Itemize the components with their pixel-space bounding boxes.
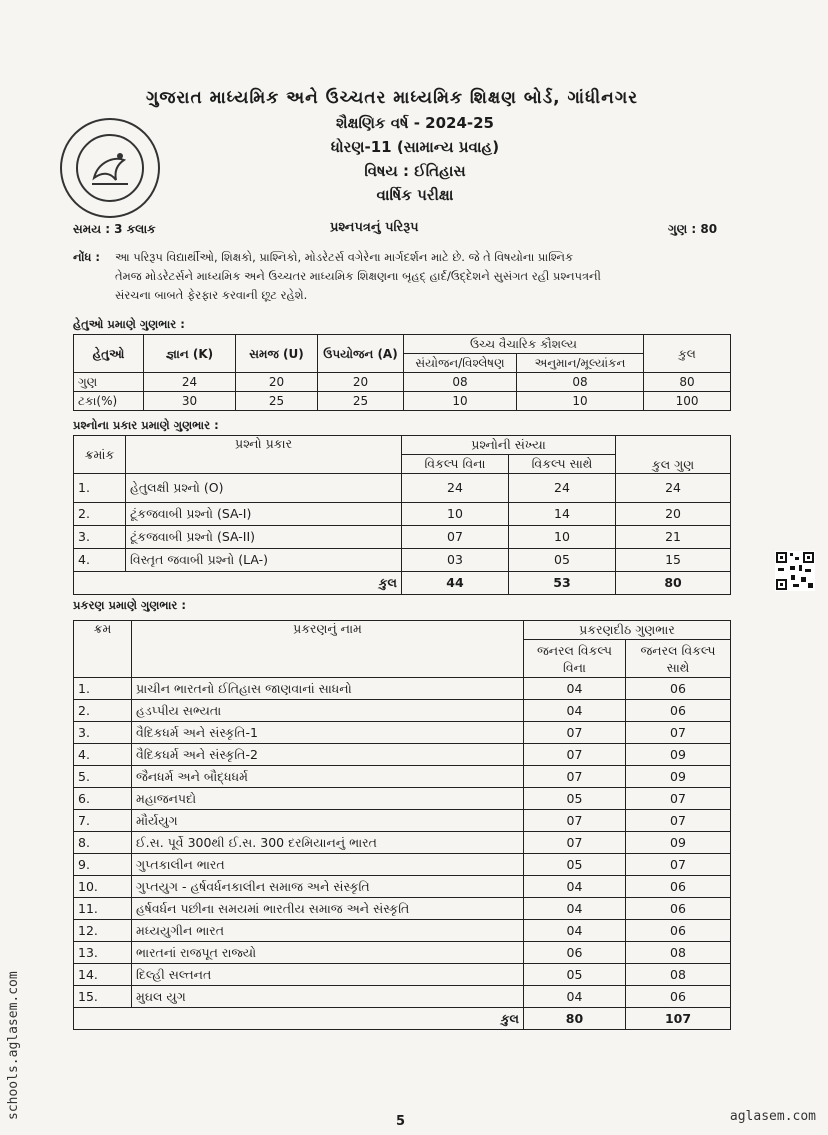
- side-watermark: schools.aglasem.com: [6, 971, 21, 1120]
- cell-with: 09: [626, 832, 731, 854]
- table-row: [74, 854, 731, 876]
- col-without-option: વિકલ્પ વિના: [402, 455, 509, 474]
- cell-without: 07: [524, 722, 626, 744]
- cell-without: 05: [524, 964, 626, 986]
- cell: 30: [144, 392, 236, 411]
- cell-with: 09: [626, 766, 731, 788]
- cell-marks: 24: [616, 474, 731, 503]
- col-question-count: પ્રશ્નોની સંખ્યા: [402, 436, 616, 455]
- col-knowledge: જ્ઞાન (K): [144, 335, 236, 373]
- cell-without: 07: [524, 766, 626, 788]
- cell-number: 10.: [74, 876, 132, 898]
- page-number: 5: [396, 1114, 406, 1129]
- note-line: તેમજ મોડરેટર્સને માધ્યમિક અને ઉચ્ચતર માધ્યમિક શિક્ષણના બૃહદ્ હાર્દ/ઉદ્દેશને સુસંગત રહી પ્રશ્નપત્રની: [115, 269, 601, 283]
- cell-number: 2.: [74, 503, 126, 526]
- col-total: કુલ: [644, 335, 731, 373]
- cell: 20: [236, 373, 318, 392]
- cell: 10: [404, 392, 517, 411]
- standard: ધોરણ-11 (સામાન્ય પ્રવાહ): [330, 138, 500, 156]
- header-line: જનરલ વિકલ્પ: [640, 642, 716, 658]
- cell: 100: [644, 392, 731, 411]
- cell-type: વિસ્તૃત જવાબી પ્રશ્નો (LA-): [126, 549, 402, 572]
- cell-number: 9.: [74, 854, 132, 876]
- total-with: 53: [509, 572, 616, 595]
- cell: 25: [236, 392, 318, 411]
- row-label: ટકા(%): [74, 392, 144, 411]
- cell-chapter-name: વૈદિકધર્મ અને સંસ્કૃતિ-2: [132, 744, 524, 766]
- cell-with: 08: [626, 942, 731, 964]
- table-row: [74, 373, 731, 392]
- col-chapter-name: પ્રકરણનું નામ: [132, 621, 524, 678]
- cell-chapter-name: ઈ.સ. પૂર્વે 300થી ઈ.સ. 300 દરમિયાનનું ભારત: [132, 832, 524, 854]
- cell-chapter-name: હર્ષવર્ધન પછીના સમયમાં ભારતીય સમાજ અને સંસ્કૃતિ: [132, 898, 524, 920]
- cell-with: 07: [626, 788, 731, 810]
- cell: 08: [517, 373, 644, 392]
- cell-chapter-name: જૈનધર્મ અને બૌદ્ધધર્મ: [132, 766, 524, 788]
- cell-number: 2.: [74, 700, 132, 722]
- cell-number: 12.: [74, 920, 132, 942]
- cell-number: 1.: [74, 678, 132, 700]
- table-row: [74, 876, 731, 898]
- academic-year: શૈક્ષણિક વર્ષ - 2024-25: [336, 114, 494, 132]
- col-evaluation: અનુમાન/મૂલ્યાંકન: [517, 354, 644, 373]
- cell-without: 04: [524, 876, 626, 898]
- cell-number: 11.: [74, 898, 132, 920]
- cell: 08: [404, 373, 517, 392]
- cell-with: 06: [626, 898, 731, 920]
- table-row: [74, 503, 731, 526]
- board-title: ગુજરાત માધ્યમિક અને ઉચ્ચતર માધ્યમિક શિક્ષણ બોર્ડ, ગાંધીનગર: [146, 88, 639, 108]
- table-row: [74, 766, 731, 788]
- col-objectives: હેતુઓ: [74, 335, 144, 373]
- cell: 24: [144, 373, 236, 392]
- cell-chapter-name: વૈદિકધર્મ અને સંસ્કૃતિ-1: [132, 722, 524, 744]
- board-seal-icon: [60, 118, 160, 218]
- cell-with: 07: [626, 810, 731, 832]
- total-row: [74, 572, 731, 595]
- cell-with: 06: [626, 678, 731, 700]
- table-row: [74, 810, 731, 832]
- cell-chapter-name: ગુપ્તકાલીન ભારત: [132, 854, 524, 876]
- cell-with: 06: [626, 700, 731, 722]
- objectives-title: હેતુઓ પ્રમાણે ગુણભાર :: [73, 317, 185, 331]
- cell-with: 06: [626, 986, 731, 1008]
- table-row: [74, 549, 731, 572]
- total-label: કુલ: [74, 1008, 524, 1030]
- table-row: [74, 700, 731, 722]
- cell-number: 5.: [74, 766, 132, 788]
- col-with-option: વિકલ્પ સાથે: [509, 455, 616, 474]
- qtypes-title: પ્રશ્નોના પ્રકાર પ્રમાણે ગુણભાર :: [73, 418, 219, 432]
- chapter-rows: [74, 678, 731, 1008]
- cell-chapter-name: ભારતનાં રાજપૂત રાજ્યો: [132, 942, 524, 964]
- exam-time: સમય : 3 કલાક: [73, 222, 156, 236]
- cell-without: 24: [402, 474, 509, 503]
- cell-chapter-name: મહાજનપદો: [132, 788, 524, 810]
- cell-marks: 15: [616, 549, 731, 572]
- exam-name: વાર્ષિક પરીક્ષા: [376, 186, 454, 204]
- cell: 10: [517, 392, 644, 411]
- table-row: [74, 526, 731, 549]
- cell-without: 05: [524, 788, 626, 810]
- col-understanding: સમજ (U): [236, 335, 318, 373]
- total-with: 107: [626, 1008, 731, 1030]
- cell-with: 10: [509, 526, 616, 549]
- cell-with: 24: [509, 474, 616, 503]
- cell-number: 6.: [74, 788, 132, 810]
- cell-marks: 20: [616, 503, 731, 526]
- cell-without: 07: [524, 832, 626, 854]
- chapters-table: [73, 620, 731, 1030]
- cell-marks: 21: [616, 526, 731, 549]
- cell-without: 04: [524, 986, 626, 1008]
- table-row: [74, 392, 731, 411]
- cell-without: 07: [402, 526, 509, 549]
- cell: 80: [644, 373, 731, 392]
- cell-without: 07: [524, 810, 626, 832]
- cell-chapter-name: મૌર્યયુગ: [132, 810, 524, 832]
- cell-chapter-name: દિલ્હી સલ્તનત: [132, 964, 524, 986]
- cell-without: 07: [524, 744, 626, 766]
- note-label: નોંધ :: [73, 250, 100, 264]
- qr-code-icon: [775, 551, 815, 591]
- paper-title: પ્રશ્નપત્રનું પરિરૂપ: [330, 220, 419, 235]
- row-label: ગુણ: [74, 373, 144, 392]
- table-row: [74, 788, 731, 810]
- cell-number: 4.: [74, 549, 126, 572]
- cell-type: હેતુલક્ષી પ્રશ્નો (O): [126, 474, 402, 503]
- note-line: સંરચના બાબતે ફેરફાર કરવાની છૂટ રહેશે.: [115, 288, 308, 302]
- cell-without: 04: [524, 700, 626, 722]
- cell-without: 06: [524, 942, 626, 964]
- table-row: [74, 678, 731, 700]
- cell-number: 14.: [74, 964, 132, 986]
- header-line: સાથે: [666, 659, 690, 675]
- col-application: ઉપયોજન (A): [318, 335, 404, 373]
- col-number: ક્રમાંક: [74, 436, 126, 474]
- cell-with: 08: [626, 964, 731, 986]
- table-row: [74, 898, 731, 920]
- note-text: [115, 248, 735, 305]
- cell-without: 04: [524, 898, 626, 920]
- cell-without: 10: [402, 503, 509, 526]
- cell-number: 15.: [74, 986, 132, 1008]
- cell-number: 8.: [74, 832, 132, 854]
- cell-without: 04: [524, 920, 626, 942]
- cell-number: 1.: [74, 474, 126, 503]
- table-row: [74, 942, 731, 964]
- site-watermark: aglasem.com: [729, 1109, 816, 1124]
- header-line: વિના: [563, 659, 586, 675]
- col-chapter-weight: પ્રકરણદીઠ ગુણભાર: [524, 621, 731, 640]
- cell-type: ટૂંકજવાબી પ્રશ્નો (SA-I): [126, 503, 402, 526]
- total-row: [74, 1008, 731, 1030]
- cell-chapter-name: મુઘલ યુગ: [132, 986, 524, 1008]
- cell-with: 07: [626, 854, 731, 876]
- cell: 25: [318, 392, 404, 411]
- col-total-marks: કુલ ગુણ: [616, 436, 731, 474]
- col-hots: ઉચ્ચ વૈચારિક કૌશલ્ય: [404, 335, 644, 354]
- cell: 20: [318, 373, 404, 392]
- objectives-table: [73, 334, 731, 411]
- cell-number: 13.: [74, 942, 132, 964]
- cell-chapter-name: હડપ્પીય સભ્યતા: [132, 700, 524, 722]
- cell-chapter-name: ગુપ્તયુગ - હર્ષવર્ધનકાલીન સમાજ અને સંસ્કૃતિ: [132, 876, 524, 898]
- cell-number: 3.: [74, 526, 126, 549]
- col-number: ક્રમ: [74, 621, 132, 678]
- cell-with: 09: [626, 744, 731, 766]
- cell-with: 06: [626, 920, 731, 942]
- table-row: [74, 986, 731, 1008]
- cell-chapter-name: પ્રાચીન ભારતનો ઈતિહાસ જાણવાનાં સાધનો: [132, 678, 524, 700]
- cell-without: 04: [524, 678, 626, 700]
- total-label: કુલ: [74, 572, 402, 595]
- cell-without: 03: [402, 549, 509, 572]
- table-row: [74, 474, 731, 503]
- col-question-type: પ્રશ્નો પ્રકાર: [126, 436, 402, 474]
- col-general-with: [626, 640, 731, 678]
- total-without: 44: [402, 572, 509, 595]
- cell-number: 7.: [74, 810, 132, 832]
- cell-with: 05: [509, 549, 616, 572]
- cell-type: ટૂંકજવાબી પ્રશ્નો (SA-II): [126, 526, 402, 549]
- cell-with: 06: [626, 876, 731, 898]
- table-row: [74, 722, 731, 744]
- cell-with: 07: [626, 722, 731, 744]
- note-line: આ પરિરૂપ વિદ્યાર્થીઓ, શિક્ષકો, પ્રાશ્નિકો, મોડરેટર્સ વગેરેના માર્ગદર્શન માટે છે. જે તે વિષયોના પ્રાશ્નિક: [115, 250, 574, 264]
- total-without: 80: [524, 1008, 626, 1030]
- subject: વિષય : ઈતિહાસ: [364, 162, 466, 180]
- total-marks: ગુણ : 80: [668, 222, 718, 236]
- table-row: [74, 832, 731, 854]
- chapters-title: પ્રકરણ પ્રમાણે ગુણભાર :: [73, 598, 186, 612]
- cell-number: 4.: [74, 744, 132, 766]
- table-row: [74, 964, 731, 986]
- cell-without: 05: [524, 854, 626, 876]
- total-marks-cell: 80: [616, 572, 731, 595]
- qtypes-table: [73, 435, 731, 595]
- col-general-without: [524, 640, 626, 678]
- table-row: [74, 744, 731, 766]
- col-synthesis: સંયોજન/વિશ્લેષણ: [404, 354, 517, 373]
- header-line: જનરલ વિકલ્પ: [536, 642, 613, 658]
- cell-number: 3.: [74, 722, 132, 744]
- cell-chapter-name: મધ્યયુગીન ભારત: [132, 920, 524, 942]
- table-row: [74, 920, 731, 942]
- cell-with: 14: [509, 503, 616, 526]
